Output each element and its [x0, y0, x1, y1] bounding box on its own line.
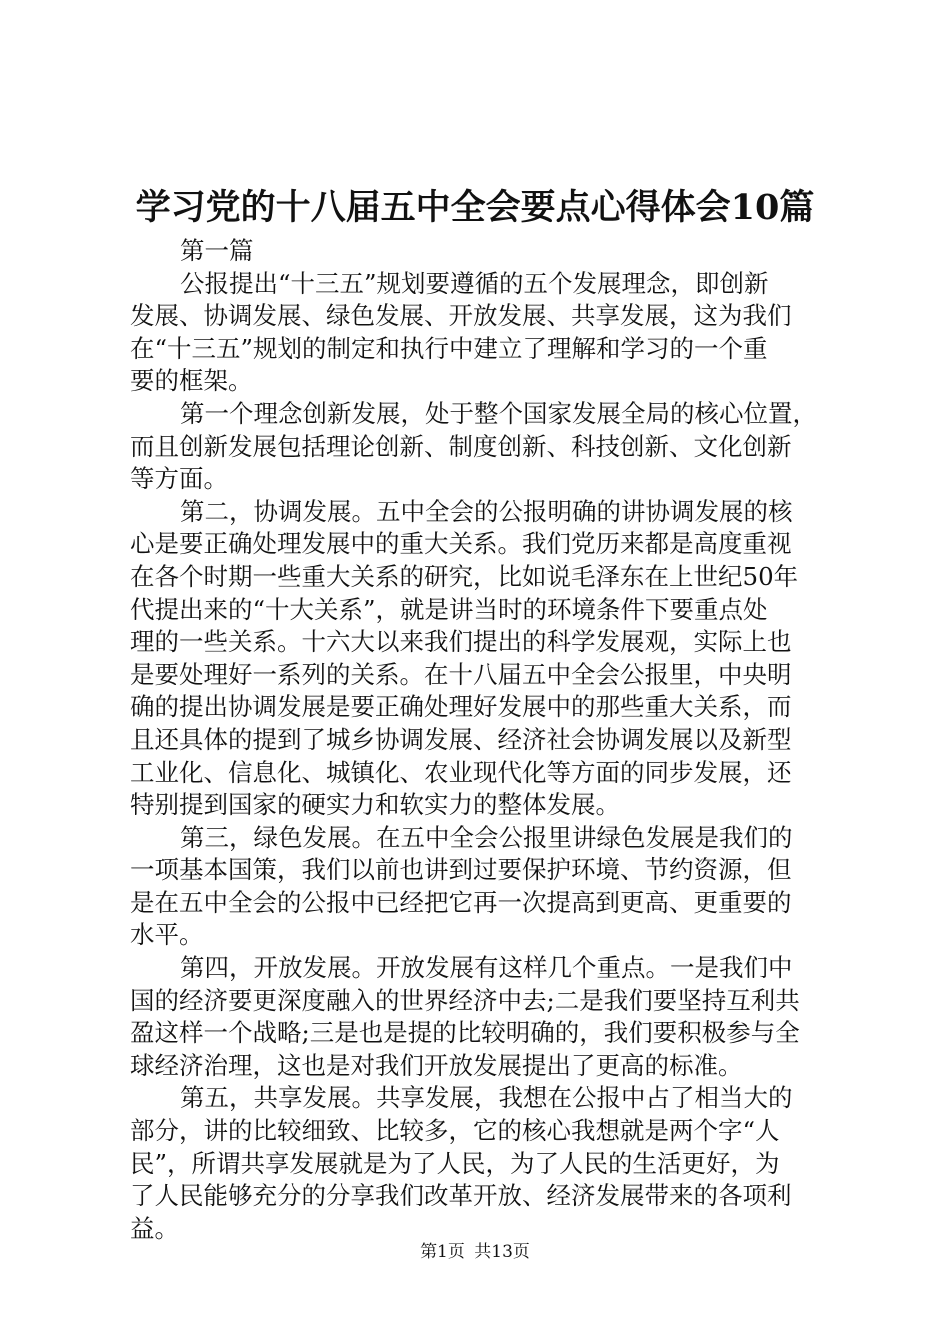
text-line: 发展、协调发展、绿色发展、开放发展、共享发展，这为我们 — [130, 301, 792, 331]
text-line: 第五，共享发展。共享发展，我想在公报中占了相当大的 — [180, 1083, 793, 1113]
section-heading: 第一篇 — [180, 236, 254, 265]
text-line: 且还具体的提到了城乡协调发展、经济社会协调发展以及新型 — [130, 724, 792, 754]
text-line: 盈这样一个战略;三是也是提的比较明确的，我们要积极参与全 — [130, 1018, 800, 1048]
document-title: 学习党的十八届五中全会要点心得体会10篇 — [135, 187, 815, 228]
document-body — [130, 235, 830, 1245]
text-line: 工业化、信息化、城镇化、农业现代化等方面的同步发展，还 — [130, 757, 792, 787]
text-line: 了人民能够充分的分享我们改革开放、经济发展带来的各项利 — [130, 1181, 792, 1211]
text-line: 球经济治理，这也是对我们开放发展提出了更高的标准。 — [130, 1050, 743, 1080]
page-total: 共13页 — [474, 1242, 530, 1262]
text-line: 是要处理好一系列的关系。在十八届五中全会公报里，中央明 — [130, 659, 792, 689]
text-line: 民”，所谓共享发展就是为了人民，为了人民的生活更好，为 — [130, 1148, 780, 1178]
text-line: 在各个时期一些重大关系的研究，比如说毛泽东在上世纪50年 — [130, 561, 799, 591]
text-line: 等方面。 — [130, 464, 228, 494]
text-line: 第二，协调发展。五中全会的公报明确的讲协调发展的核 — [180, 496, 793, 526]
text-line: 是在五中全会的公报中已经把它再一次提高到更高、更重要的 — [130, 887, 792, 917]
text-line: 在“十三五”规划的制定和执行中建立了理解和学习的一个重 — [130, 333, 768, 363]
text-line: 水平。 — [130, 920, 204, 950]
text-line: 确的提出协调发展是要正确处理好发展中的那些重大关系，而 — [130, 692, 792, 722]
text-line: 代提出来的“十大关系”，就是讲当时的环境条件下要重点处 — [130, 594, 768, 624]
text-line: 国的经济要更深度融入的世界经济中去;二是我们要坚持互利共 — [130, 985, 800, 1015]
text-line: 理的一些关系。十六大以来我们提出的科学发展观，实际上也 — [130, 627, 792, 657]
text-line: 部分，讲的比较细致、比较多，它的核心我想就是两个字“人 — [130, 1116, 780, 1146]
text-line: 要的框架。 — [130, 366, 253, 396]
text-line: 而且创新发展包括理论创新、制度创新、科技创新、文化创新 — [130, 431, 792, 461]
text-line: 一项基本国策，我们以前也讲到过要保护环境、节约资源，但 — [130, 855, 792, 885]
text-line: 第三，绿色发展。在五中全会公报里讲绿色发展是我们的 — [180, 822, 793, 852]
text-line: 公报提出“十三五”规划要遵循的五个发展理念，即创新 — [180, 268, 769, 298]
text-line: 特别提到国家的硬实力和软实力的整体发展。 — [130, 790, 620, 820]
text-line: 第一个理念创新发展，处于整个国家发展全局的核心位置， — [180, 398, 817, 428]
page-number: 第1页 — [420, 1242, 465, 1262]
text-line: 益。 — [130, 1213, 179, 1243]
text-line: 心是要正确处理发展中的重大关系。我们党历来都是高度重视 — [130, 529, 792, 559]
page-footer — [0, 1240, 950, 1264]
text-line: 第四，开放发展。开放发展有这样几个重点。一是我们中 — [180, 953, 793, 983]
